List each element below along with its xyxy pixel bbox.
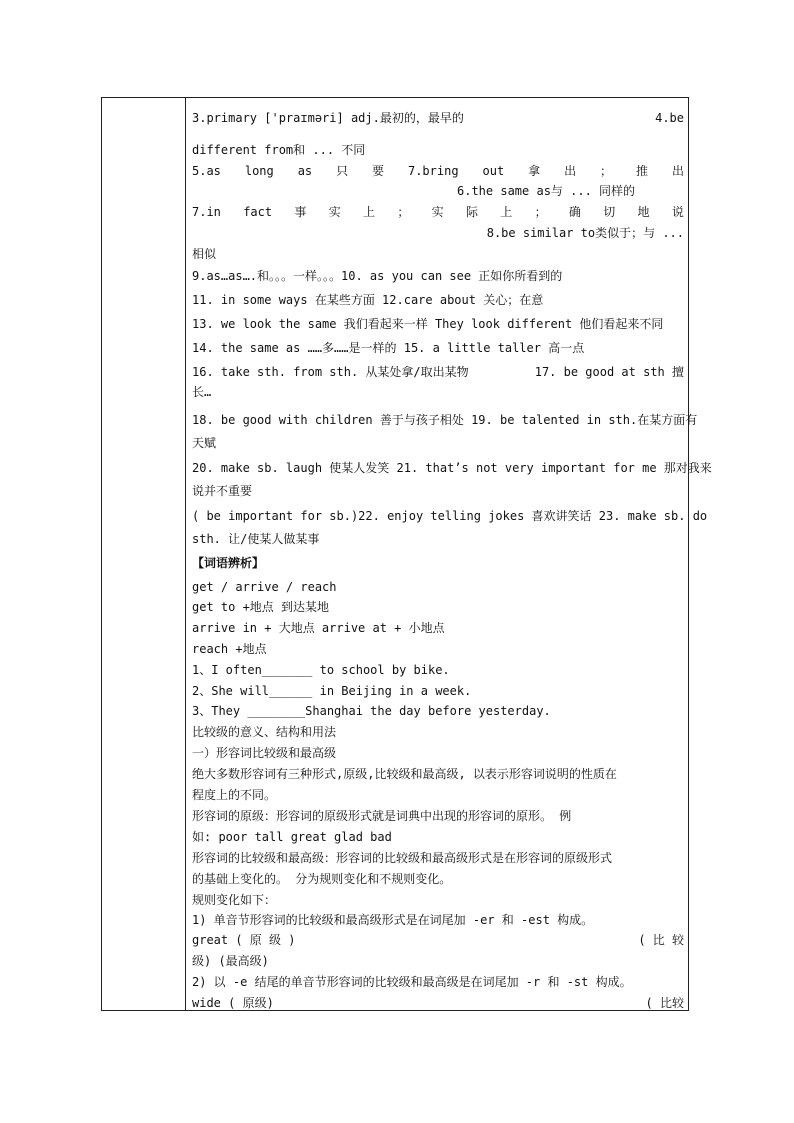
text-line (192, 662, 684, 678)
text-word: 拿 (528, 164, 541, 178)
text-word: 确 (568, 205, 581, 219)
text-word: 说 (671, 205, 684, 219)
text-line (192, 268, 684, 284)
text-main: get to +地点 到达某地 (192, 600, 330, 614)
text-main: 20. make sb. laugh 使某人发笑 21. that’s not very important for me 那对我来 (192, 461, 712, 475)
text-line (192, 912, 684, 928)
text-word: 地 (637, 205, 650, 219)
text-word: 实 (431, 205, 444, 219)
text-main: 长… (192, 385, 212, 399)
text-line (192, 460, 712, 476)
text-word: ； (600, 164, 613, 178)
text-line (192, 995, 684, 1011)
text-word: 7.in (192, 205, 221, 219)
text-word: 上 (363, 205, 376, 219)
text-line (192, 724, 684, 740)
text-word: ； (397, 205, 410, 219)
text-line (192, 641, 684, 657)
text-main: 规则变化如下： (192, 893, 277, 907)
text-main: 形容词的原级：形容词的原级形式就是词典中出现的形容词的原形。 例 (192, 809, 572, 823)
text-word: 上 (500, 205, 513, 219)
text-word: long (244, 164, 274, 178)
text-main: 1、I often_______ to school by bike. (192, 663, 450, 677)
text-word: 7.bring (407, 164, 459, 178)
text-main: 相似 (192, 247, 217, 261)
text-line (192, 435, 684, 451)
text-word: 只 (336, 164, 349, 178)
text-word: 事 (294, 205, 307, 219)
text-line (192, 579, 684, 595)
text-line (192, 183, 684, 199)
text-word: 际 (465, 205, 478, 219)
text-line (192, 110, 684, 126)
text-main: 程度上的不同。 (192, 788, 277, 802)
text-right: ( 比 较 (638, 933, 684, 947)
text-main: 绝大多数形容词有三种形式,原级,比较级和最高级, 以表示形容词说明的性质在 (192, 767, 617, 781)
text-main: 说并不重要 (192, 484, 253, 498)
text-line (192, 316, 684, 332)
text-main: great ( 原 级 ) (192, 933, 296, 947)
text-word: 切 (603, 205, 616, 219)
text-line (192, 412, 698, 428)
text-main: 3.primary ['praɪməri] adj.最初的，最早的 (192, 111, 464, 125)
text-line (192, 142, 684, 158)
text-main: 2) 以 -e 结尾的单音节形容词的比较级和最高级是在词尾加 -r 和 -st 构成。 (192, 975, 632, 989)
text-main: 8.be similar to类似于；与 ... (486, 226, 684, 240)
text-main: wide ( 原级) (192, 996, 274, 1010)
text-line (192, 225, 684, 241)
text-word: 实 (328, 205, 341, 219)
text-line (192, 974, 684, 990)
text-line (192, 483, 684, 499)
text-line (192, 340, 684, 356)
text-line (192, 292, 684, 308)
text-main: 【词语辨析】 (192, 556, 265, 570)
text-line (192, 620, 684, 636)
text-main: 6.the same as与 ... 同样的 (457, 184, 636, 198)
text-main: 3、They ________Shanghai the day before yesterday. (192, 704, 551, 718)
text-word: 出 (671, 164, 684, 178)
text-word: as (297, 164, 313, 178)
text-main: reach +地点 (192, 642, 267, 656)
text-right: 17. be good at sth 擅 (534, 365, 684, 379)
text-line (192, 871, 684, 887)
text-word: 5.as (192, 164, 221, 178)
text-line (192, 892, 684, 908)
text-word: 推 (635, 164, 648, 178)
text-main: get / arrive / reach (192, 580, 337, 594)
text-main: 的基础上变化的。 分为规则变化和不规则变化。 (192, 872, 452, 886)
text-main: 如: poor tall great glad bad (192, 830, 392, 844)
text-word: out (482, 164, 505, 178)
text-word: 出 (564, 164, 577, 178)
text-word: 要 (372, 164, 385, 178)
text-main: 级) (最高级) (192, 954, 269, 968)
text-main: 1) 单音节形容词的比较级和最高级形式是在词尾加 -er 和 -est 构成。 (192, 913, 594, 927)
text-line (192, 555, 684, 571)
text-line (192, 766, 684, 782)
text-main: 11. in some ways 在某些方面 12.care about 关心；在意 (192, 293, 544, 307)
text-line (192, 163, 684, 179)
text-main: 18. be good with children 善于与孩子相处 19. be talented in sth.在某方面有 (192, 413, 698, 427)
text-line (192, 787, 684, 803)
text-line (192, 246, 684, 262)
document-table (101, 97, 712, 1011)
text-line (192, 599, 684, 615)
text-line (192, 829, 684, 845)
text-line (192, 531, 684, 547)
text-line (192, 703, 684, 719)
text-main: arrive in + 大地点 arrive at + 小地点 (192, 621, 445, 635)
text-main: sth. 让/使某人做某事 (192, 532, 320, 546)
text-main: 一）形容词比较级和最高级 (192, 746, 337, 760)
text-line (192, 953, 684, 969)
column-divider (185, 98, 186, 1010)
text-line (192, 508, 708, 524)
text-word: ； (534, 205, 547, 219)
text-word: fact (243, 205, 273, 219)
text-main: 天赋 (192, 436, 217, 450)
text-main: ( be important for sb.)22. enjoy telling jokes 喜欢讲笑话 23. make sb. do (192, 509, 708, 523)
text-main: 16. take sth. from sth. 从某处拿/取出某物 (192, 365, 469, 379)
text-main: 14. the same as ……多……是一样的 15. a little taller 高一点 (192, 341, 585, 355)
text-line (192, 808, 684, 824)
text-line (192, 384, 684, 400)
text-main: 比较级的意义、结构和用法 (192, 725, 337, 739)
text-line (192, 850, 684, 866)
text-line (192, 364, 684, 380)
text-line (192, 745, 684, 761)
text-line (192, 683, 684, 699)
text-main: 13. we look the same 我们看起来一样 They look different 他们看起来不同 (192, 317, 664, 331)
text-right: 4.be (655, 111, 684, 125)
text-main: 2、She will______ in Beijing in a week. (192, 684, 472, 698)
text-line (192, 204, 684, 220)
text-main: 9.as…as….和。。。一样。。。10. as you can see 正如你所看到的 (192, 269, 563, 283)
text-line (192, 932, 684, 948)
text-main: different from和 ... 不同 (192, 143, 366, 157)
text-main: 形容词的比较级和最高级：形容词的比较级和最高级形式是在形容词的原级形式 (192, 851, 613, 865)
text-right: ( 比较 (645, 996, 684, 1010)
